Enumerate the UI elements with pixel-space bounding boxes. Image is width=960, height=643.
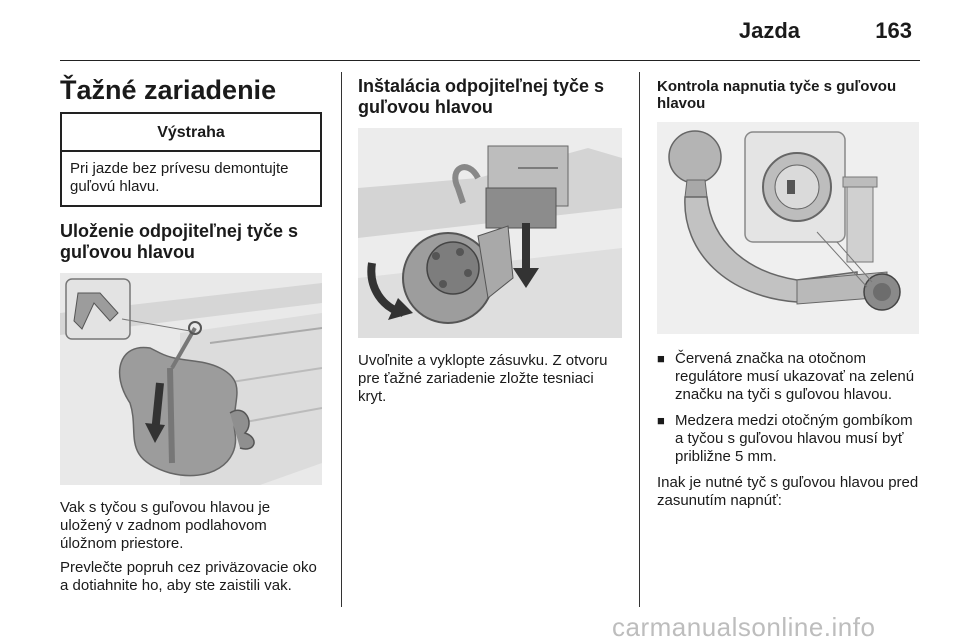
- storage-paragraph-1: Vak s tyčou s guľovou hlavou je uložený v zadnom podlahovom úložnom priestore.: [60, 499, 271, 552]
- socket-illustration: [358, 128, 622, 338]
- socket-drawing: [358, 128, 622, 338]
- watermark: carmanualsonline.info: [612, 612, 876, 642]
- header-section-title: Jazda: [738, 18, 800, 43]
- installation-heading: Inštalácia odpojiteľnej tyče s guľovou hlavou: [358, 76, 605, 117]
- storage-heading: Uloženie odpojiteľnej tyče s guľovou hlavou: [60, 221, 298, 262]
- column-1: [60, 72, 322, 601]
- warning-heading: Výstraha: [62, 114, 320, 152]
- list-item: [657, 350, 919, 404]
- page-header: [60, 0, 920, 60]
- storage-paragraph-2: Prevlečte popruh cez priväzovacie oko a dotiahnite ho, aby ste zaistili vak.: [60, 559, 317, 594]
- list-item-text: Medzera medzi otočným gombíkom a tyčou s guľovou hlavou musí byť približne 5 mm.: [675, 412, 913, 465]
- page-title: Ťažné zariadenie: [60, 75, 277, 105]
- column-2: [358, 72, 622, 412]
- storage-bag-drawing: [60, 273, 322, 485]
- tension-check-paragraph: Inak je nutné tyč s guľovou hlavou pred zasunutím napnúť:: [657, 474, 919, 509]
- column-divider-2: [639, 72, 640, 607]
- tension-check-list: [657, 350, 919, 466]
- warning-box: [60, 112, 322, 207]
- ball-bar-drawing: [657, 122, 919, 334]
- page-number: 163: [875, 18, 912, 43]
- column-3: [657, 72, 919, 516]
- list-item: [657, 412, 919, 466]
- storage-bag-illustration: [60, 273, 322, 485]
- column-divider-1: [341, 72, 342, 607]
- tension-check-heading: Kontrola napnutia tyče s guľovou hlavou: [657, 78, 897, 112]
- ball-bar-illustration: [657, 122, 919, 334]
- list-item-text: Červená značka na otočnom regulátore musí ukazovať na zelenú značku na tyči s guľovou hlavou.: [675, 350, 915, 403]
- installation-paragraph: Uvoľnite a vyklopte zásuvku. Z otvoru pre ťažné zariadenie zložte tesniaci kryt.: [358, 352, 608, 405]
- warning-text: Pri jazde bez prívesu demontujte guľovú hlavu.: [70, 160, 289, 195]
- bullet-square-icon: ■: [657, 413, 665, 428]
- bullet-square-icon: ■: [657, 351, 665, 366]
- header-rule: [60, 60, 920, 61]
